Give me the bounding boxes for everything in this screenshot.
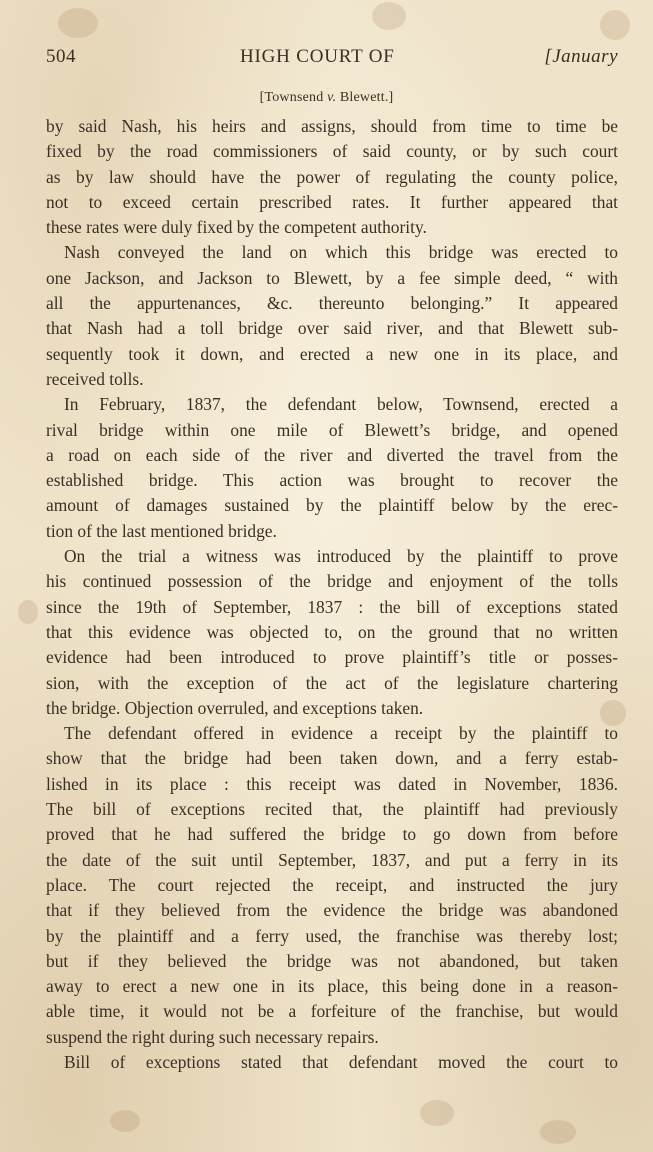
text-line: established bridge. This action was brought to recover the [46,470,618,491]
text-line: suspend the right during such necessary repairs. [46,1026,379,1047]
page-header [46,46,618,72]
text-line: his continued possession of the bridge and enjoyment of the tolls [46,571,618,592]
text-line: the date of the suit until September, 1837, and put a ferry in its [46,849,618,870]
text-line: these rates were duly fixed by the competent authority. [46,217,427,238]
text-line: In February, 1837, the defendant below, Townsend, erected a [64,394,618,415]
text-line: received tolls. [46,368,144,389]
stain [600,10,630,40]
text-line: amount of damages sustained by the plaintiff below by the erec- [46,495,618,516]
text-line: a road on each side of the river and diverted the travel from the [46,444,618,465]
running-head: HIGH COURT OF [240,46,395,67]
stain [58,8,98,38]
text-line: rival bridge within one mile of Blewett’s bridge, and opened [46,419,618,440]
stain [420,1100,454,1126]
text-line: that Nash had a toll bridge over said river, and that Blewett sub- [46,318,618,339]
text-line: The defendant offered in evidence a receipt by the plaintiff to [64,723,618,744]
stain [372,2,406,30]
case-caption-v: v. [327,90,337,105]
text-line: since the 19th of September, 1837 : the bill of exceptions stated [46,596,618,617]
text-line: show that the bridge had been taken down, and a ferry estab- [46,748,618,769]
text-line: the bridge. Objection overruled, and exceptions taken. [46,697,424,718]
text-line: able time, it would not be a forfeiture of the franchise, but would [46,1001,618,1022]
running-head-month: [January [544,46,618,67]
text-line: lished in its place : this receipt was dated in November, 1836. [46,773,618,794]
text-line: that this evidence was objected to, on the ground that no written [46,621,618,642]
case-caption-open: [Townsend [259,90,328,105]
text-line: fixed by the road commissioners of said county, or by such court [46,141,618,162]
text-line: not to exceed certain prescribed rates. It further appeared that [46,191,618,212]
text-line: away to erect a new one in its place, this being done in a reason- [46,976,618,997]
text-line: that if they believed from the evidence the bridge was abandoned [46,900,618,921]
text-line: tion of the last mentioned bridge. [46,520,277,541]
text-line: place. The court rejected the receipt, and instructed the jury [46,874,618,895]
text-line: sequently took it down, and erected a new one in its place, and [46,343,618,364]
stain [540,1120,576,1144]
body-text [46,114,618,1075]
text-line: sion, with the exception of the act of the legislature chartering [46,672,618,693]
text-line: evidence had been introduced to prove plaintiff’s title or posses- [46,647,618,668]
text-line: by said Nash, his heirs and assigns, should from time to time be [46,116,618,136]
text-line: Nash conveyed the land on which this bridge was erected to [64,242,618,263]
text-line: by the plaintiff and a ferry used, the franchise was thereby lost; [46,925,618,946]
stain [18,600,38,624]
text-line: proved that he had suffered the bridge to go down from before [46,824,618,845]
text-line: On the trial a witness was introduced by the plaintiff to prove [64,546,618,567]
text-line: Bill of exceptions stated that defendant moved the court to [64,1051,618,1072]
text-line: The bill of exceptions recited that, the plaintiff had previously [46,799,618,820]
case-caption-close: Blewett.] [336,90,394,105]
text-line: one Jackson, and Jackson to Blewett, by a fee simple deed, “ with [46,267,618,288]
text-line: as by law should have the power of regulating the county police, [46,166,618,187]
text-line: all the appurtenances, &c. thereunto belonging.” It appeared [46,293,618,314]
page-number: 504 [46,46,76,67]
stain [110,1110,140,1132]
case-caption [0,90,653,106]
text-line: but if they believed the bridge was not abandoned, but taken [46,950,618,971]
